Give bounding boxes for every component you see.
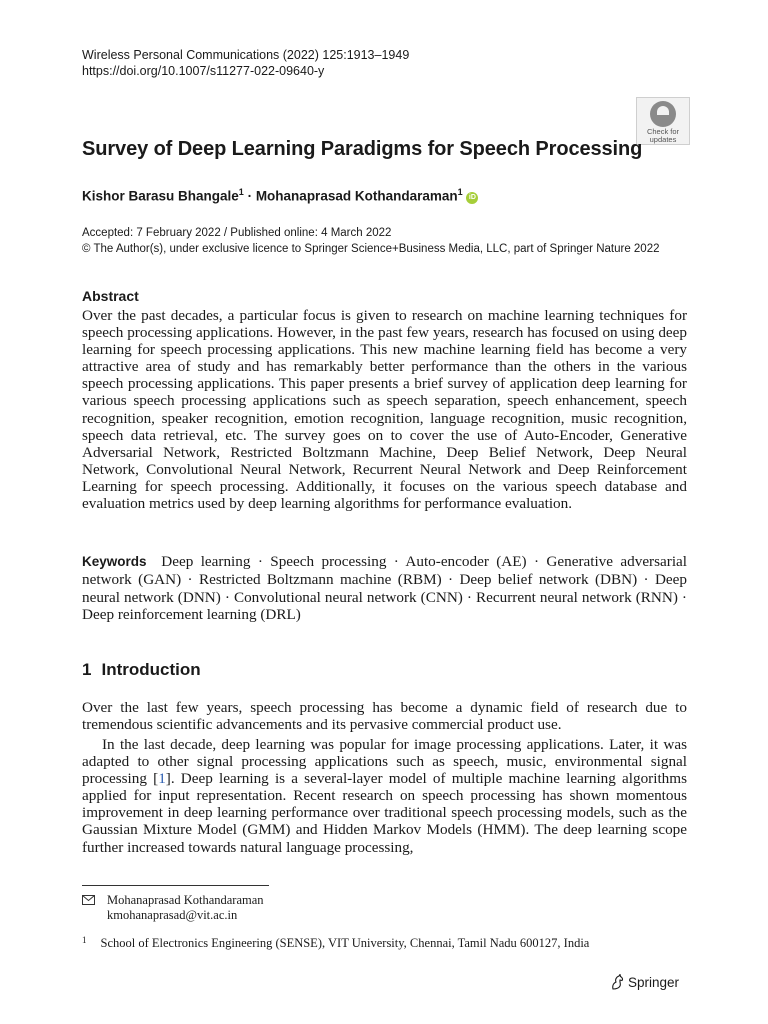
author-name[interactable]: Kishor Barasu Bhangale: [82, 188, 239, 204]
author-list: [82, 187, 478, 204]
introduction-paragraph-2: In the last decade, deep learning was popular for image processing applications. Later, it was adapted to other signal processing applications such as speech, music, environmental signal processing [1]. Deep learning is a several-layer model of multiple machine learning algorithms applied for input representation. Recent research on speech processing has shown momentous improvement in deep learning performance over traditional speech processing models, such as the Gaussian Mixture Model (GMM) and Hidden Markov Models (HMM). The deep learning scope further increased towards natural language processing,: [82, 736, 687, 856]
doi-link[interactable]: https://doi.org/10.1007/s11277-022-09640-y: [82, 64, 325, 78]
affiliation-marker: 1: [238, 187, 244, 197]
abstract-heading: Abstract: [82, 288, 139, 304]
affiliation-footnote: [82, 935, 589, 951]
section-title: Introduction: [101, 660, 201, 679]
publication-dates: [82, 225, 660, 257]
crossmark-icon: [650, 101, 676, 127]
check-for-updates-badge[interactable]: [636, 97, 690, 145]
journal-header: [82, 47, 409, 79]
publisher-logo: [610, 974, 679, 990]
paper-title: Survey of Deep Learning Paradigms for Speech Processing: [82, 138, 643, 160]
abstract-text: Over the past decades, a particular focus is given to research on machine learning techniques for speech processing applications. However, in the past few years, research has focused on using deep learning for speech processing applications. This new machine learning field has become a very attractive area of study and has remarkably better performance than the others in the various speech processing applications. This paper presents a brief survey of application deep learning for various speech processing applications such as speech separation, speech enhancement, speech recognition, speaker recognition, emotion recognition, language recognition, music recognition, speech data retrieval, etc. The survey goes on to cover the use of Auto-Encoder, Generative Adversarial Network, Restricted Boltzmann Machine, Deep Belief Network, Deep Neural Network, Convolutional Neural Network, Recurrent Neural Network and Deep Reinforcement Learning for speech processing. Additionally, it focuses on the various speech database and evaluation metrics used by deep learning algorithms for performance evaluation.: [82, 307, 687, 513]
corresponding-author-email[interactable]: kmohanaprasad@vit.ac.in: [107, 908, 238, 922]
journal-citation: Wireless Personal Communications (2022) 125:1913–1949: [82, 48, 410, 62]
section-heading-introduction: [82, 660, 201, 680]
affiliation-number: 1: [82, 935, 87, 945]
author-separator: ·: [243, 188, 256, 204]
affiliation-text: School of Electronics Engineering (SENSE), VIT University, Chennai, Tamil Nadu 600127, India: [100, 936, 590, 950]
envelope-icon: [82, 895, 95, 905]
copyright-line: © The Author(s), under exclusive licence to Springer Science+Business Media, LLC, part of Springer Nature 2022: [82, 243, 660, 255]
corresponding-author-name: Mohanaprasad Kothandaraman: [107, 893, 264, 907]
author-name[interactable]: Mohanaprasad Kothandaraman: [255, 188, 458, 204]
accepted-published-line: Accepted: 7 February 2022 / Published online: 4 March 2022: [82, 227, 392, 239]
keywords-list: Deep learning · Speech processing · Auto-encoder (AE) · Generative adversarial network (GAN) · Restricted Boltzmann machine (RBM) · Deep belief network (DBN) · Deep neural network (DNN) · Convolutional neural network (CNN) · Recurrent neural network (RNN) · Deep reinforcement learning (DRL): [82, 553, 688, 624]
correspondence-footnote: [82, 893, 264, 923]
section-number: 1: [82, 660, 92, 679]
footnote-divider: [82, 885, 269, 886]
crossmark-label: Check for updates: [646, 127, 680, 144]
orcid-icon[interactable]: iD: [466, 192, 478, 204]
affiliation-marker: 1: [457, 187, 463, 197]
keywords-block: [82, 553, 687, 624]
springer-horse-icon: [610, 974, 624, 990]
citation-link[interactable]: 1: [158, 770, 166, 788]
publisher-name: Springer: [628, 975, 680, 990]
introduction-paragraph-1: Over the last few years, speech processing has become a dynamic field of research due to tremendous scientific advancements and its pervasive commercial product use.: [82, 699, 687, 734]
keywords-label: Keywords: [82, 554, 147, 569]
